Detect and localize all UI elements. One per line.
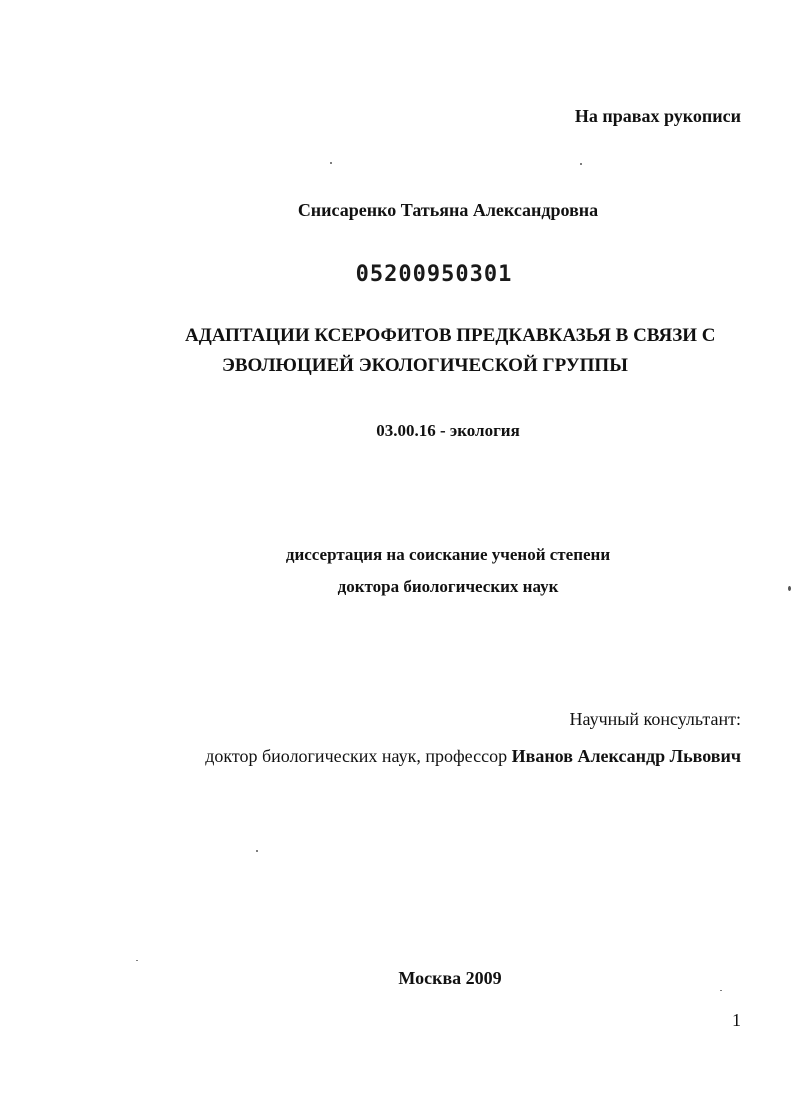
scan-speck	[720, 990, 722, 991]
dissertation-line-1: диссертация на соискание ученой степени	[285, 545, 611, 564]
rights-notice: На правах рукописи	[574, 106, 741, 126]
consultant-label: Научный консультант:	[569, 709, 741, 729]
scan-speck	[580, 163, 582, 165]
scan-speck	[788, 586, 791, 591]
consultant-line	[205, 746, 741, 767]
city-year: Москва 2009	[398, 968, 502, 988]
consultant-title: доктор биологических наук, профессор	[205, 746, 508, 766]
page-number: 1	[732, 1010, 741, 1030]
scan-speck	[330, 162, 332, 164]
consultant-name: Иванов Александр Львович	[511, 746, 741, 766]
title-line-1: АДАПТАЦИИ КСЕРОФИТОВ ПРЕДКАВКАЗЬЯ В СВЯЗИ С	[185, 325, 716, 346]
dissertation-line-2: доктора биологических наук	[337, 577, 559, 596]
catalog-number: 05200950301	[355, 262, 513, 287]
author-name: Снисаренко Татьяна Александровна	[297, 200, 599, 220]
scan-speck	[256, 850, 258, 852]
scan-speck	[136, 960, 138, 961]
title-line-2: ЭВОЛЮЦИЕЙ ЭКОЛОГИЧЕСКОЙ ГРУППЫ	[222, 355, 628, 376]
specialty-code: 03.00.16 - экология	[376, 421, 520, 440]
